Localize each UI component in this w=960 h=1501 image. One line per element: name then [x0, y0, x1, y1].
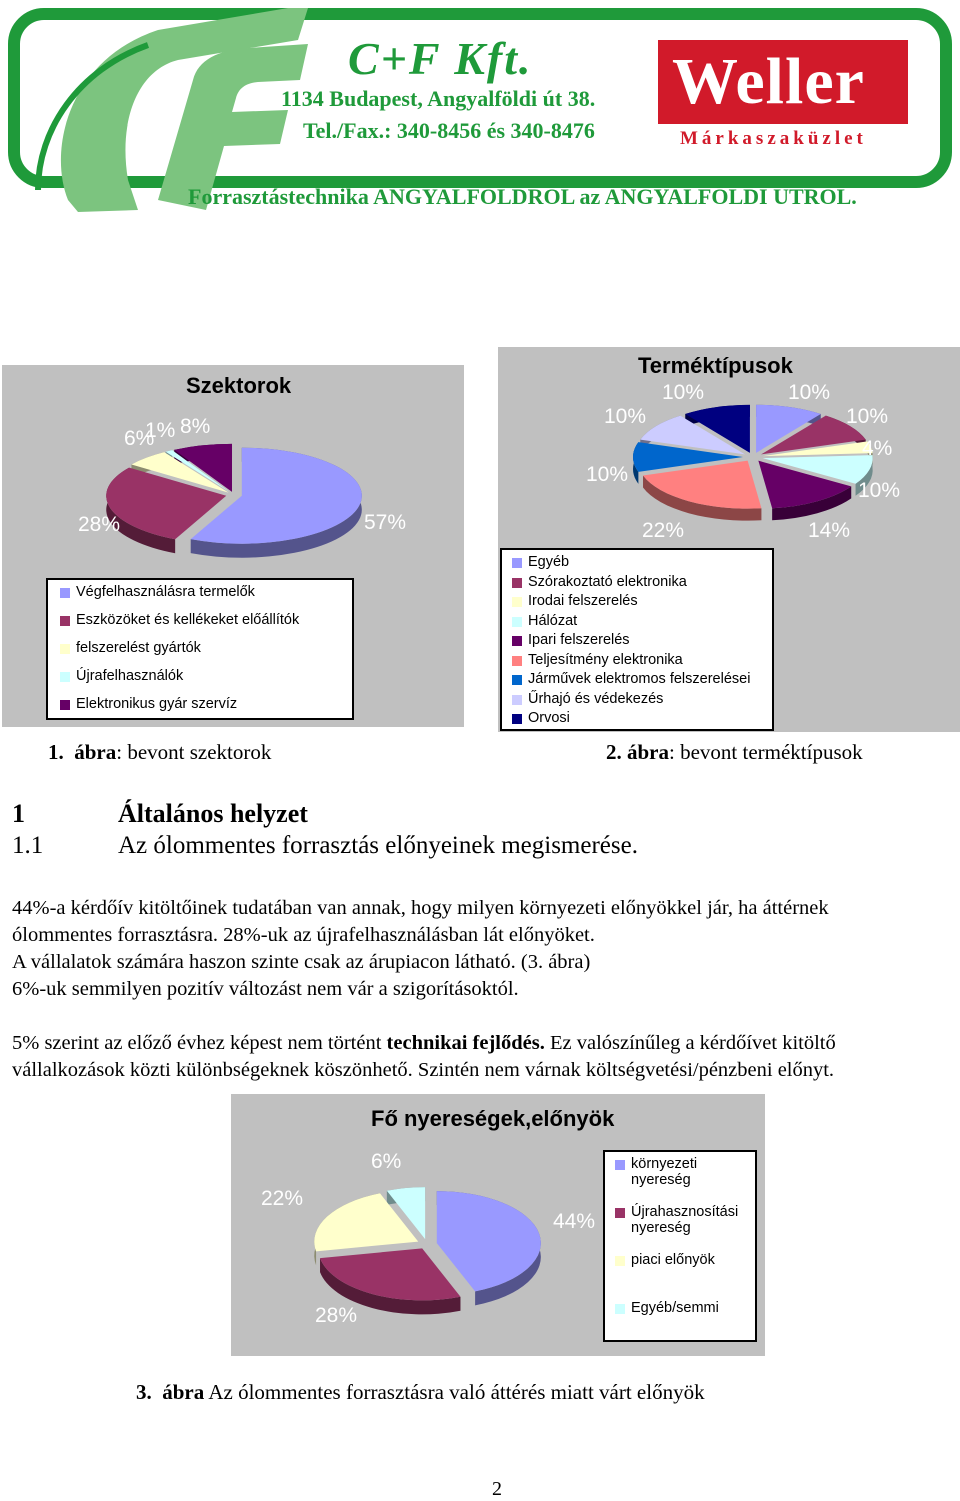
legend-swatch: [60, 700, 70, 710]
figure2-label: 22%: [642, 519, 685, 542]
legend-item: [615, 1300, 747, 1340]
legend-swatch: [60, 644, 70, 654]
figure1-label-8: 8%: [180, 415, 211, 438]
legend-swatch: [512, 597, 522, 607]
caption-bold: ábra: [162, 1380, 205, 1404]
legend-label: Ipari felszerelés: [528, 632, 630, 648]
legend-label: Egyéb/semmi: [631, 1300, 719, 1316]
figure1-label-1: 1%: [145, 419, 176, 442]
figure3-caption: [136, 1380, 705, 1405]
legend-item: [512, 652, 772, 672]
figure1-legend: [46, 578, 354, 720]
caption-number: 2.: [606, 740, 622, 764]
legend-item: [615, 1252, 747, 1300]
figure2-title: Terméktípusok: [638, 353, 793, 378]
figure2-label: 10%: [788, 381, 831, 404]
legend-item: [512, 691, 772, 711]
figure1-label-6: 6%: [124, 427, 155, 450]
figure1-caption: [48, 740, 271, 765]
legend-item: [512, 710, 772, 730]
paragraph-2: [12, 1030, 836, 1084]
legend-swatch: [615, 1208, 625, 1218]
figure2-label: 10%: [662, 381, 705, 404]
legend-label: Járművek elektromos felszerelései: [528, 671, 751, 687]
legend-item: [512, 671, 772, 691]
legend-swatch: [512, 714, 522, 724]
legend-label: Elektronikus gyár szervíz: [76, 696, 238, 712]
figure2-legend: [500, 548, 774, 731]
figure3-pie: [231, 1094, 601, 1356]
legend-swatch: [512, 656, 522, 666]
legend-label: Teljesítmény elektronika: [528, 651, 683, 668]
caption-text: : bevont szektorok: [116, 740, 272, 764]
caption-number: 3.: [136, 1380, 152, 1404]
legend-swatch: [615, 1304, 625, 1314]
legend-label: piaci előnyök: [631, 1252, 715, 1268]
subsection-number: 1.1: [12, 832, 44, 859]
legend-label: Újrahasznosítási nyereség: [631, 1204, 739, 1236]
legend-swatch: [512, 558, 522, 568]
legend-item: [60, 668, 352, 696]
paragraph-line: ólommentes forrasztásra. 28%-uk az újrafelhasználásban lát előnyöket.: [12, 924, 595, 946]
legend-swatch: [512, 695, 522, 705]
tagline: Forrasztástechnika ANGYALFÖLDRŐL az ANGYALFÖLDI ÚTRÓL.: [188, 184, 857, 209]
figure2-label: 10%: [846, 405, 889, 428]
legend-label: Egyéb: [528, 554, 570, 570]
legend-item: [512, 574, 772, 594]
section-number: 1: [12, 799, 25, 828]
legend-item: [512, 593, 772, 613]
paragraph-line: A vállalatok számára haszon szinte csak az árupiacon látható. (3. ábra): [12, 951, 591, 973]
section-title: Általános helyzet: [118, 799, 308, 828]
figure1-panel: [2, 365, 464, 727]
figure2-panel: [498, 347, 960, 732]
figure1-label-28: 28%: [78, 513, 121, 536]
legend-swatch: [615, 1160, 625, 1170]
figure1-title: Szektorok: [186, 373, 292, 398]
legend-label: környezeti nyereség: [631, 1156, 698, 1188]
caption-number: 1.: [48, 740, 64, 764]
caption-bold: ábra: [74, 740, 117, 764]
paragraph-line: 44%-a kérdőív kitöltőinek tudatában van annak, hogy milyen környezeti előnyökkel jár, ha áttérnek: [12, 897, 829, 919]
legend-item: [615, 1156, 747, 1204]
legend-item: [60, 612, 352, 640]
legend-label: Irodai felszerelés: [528, 593, 638, 609]
figure3-label: 22%: [261, 1187, 304, 1210]
figure3-legend: [603, 1150, 757, 1342]
legend-item: [512, 613, 772, 633]
caption-text: Az ólommentes forrasztásra való áttérés miatt várt előnyök: [204, 1380, 705, 1404]
company-name: C+F Kft.: [348, 33, 533, 84]
legend-label: Szórakoztató elektronika: [528, 573, 687, 590]
legend-label: Orvosi: [528, 710, 570, 726]
paragraph-line: 6%-uk semmilyen pozitív változást nem vár a szigorításoktól.: [12, 978, 519, 1000]
legend-item: [60, 640, 352, 668]
legend-swatch: [60, 672, 70, 682]
subsection-title: Az ólommentes forrasztás előnyeinek megismerése.: [118, 832, 638, 859]
legend-item: [60, 584, 352, 612]
figure2-label: 10%: [604, 405, 647, 428]
weller-logo: Weller: [672, 45, 865, 118]
company-address: 1134 Budapest, Angyalföldi út 38.: [281, 86, 596, 111]
legend-swatch: [512, 636, 522, 646]
figure2-caption: [606, 740, 863, 765]
legend-swatch: [512, 578, 522, 588]
legend-item: [60, 696, 352, 724]
legend-label: felszerelést gyártók: [76, 640, 201, 656]
figure3-label: 44%: [553, 1210, 596, 1233]
figure2-label: 10%: [858, 479, 901, 502]
legend-label: Eszközöket és kellékeket előállítók: [76, 612, 300, 628]
legend-swatch: [512, 675, 522, 685]
figure3-title: Fő nyereségek,előnyök: [371, 1106, 615, 1131]
text-span: 5% szerint az előző évhez képest nem történt: [12, 1032, 387, 1054]
legend-swatch: [512, 617, 522, 627]
legend-label: Újrafelhasználók: [76, 668, 184, 684]
figure2-label: 4%: [862, 437, 893, 460]
legend-swatch: [615, 1256, 625, 1266]
legend-label: Hálózat: [528, 612, 578, 629]
figure3-label: 6%: [371, 1150, 402, 1173]
legend-label: Végfelhasználásra termelők: [76, 584, 255, 600]
legend-item: [512, 632, 772, 652]
text-span: Ez valószínűleg a kérdőívet kitöltő: [544, 1032, 836, 1054]
bold-span: technikai fejlődés.: [386, 1032, 545, 1054]
paragraph-1: [12, 895, 829, 1003]
figure3-panel: [231, 1094, 765, 1356]
figure3-label: 28%: [315, 1304, 358, 1327]
legend-swatch: [60, 588, 70, 598]
legend-item: [615, 1204, 747, 1252]
company-phone: Tel./Fax.: 340-8456 és 340-8476: [303, 118, 595, 143]
figure2-label: 10%: [586, 463, 629, 486]
legend-item: [512, 554, 772, 574]
figure2-label: 14%: [808, 519, 851, 542]
page-number: 2: [492, 1478, 502, 1500]
legend-swatch: [60, 616, 70, 626]
figure1-pie: [2, 365, 464, 575]
paragraph-line: vállalkozások közti különbségeknek köszönhető. Szintén nem várnak költségvetési/pénzbeni előnyt.: [12, 1059, 835, 1081]
caption-bold: ábra: [627, 740, 669, 764]
weller-subtitle: Márkaszaküzlet: [680, 128, 867, 149]
paragraph-line: [12, 1030, 836, 1057]
figure1-label-57: 57%: [364, 511, 407, 534]
caption-text: : bevont terméktípusok: [669, 740, 863, 764]
legend-label: Űrhajó és védekezés: [528, 690, 664, 707]
letterhead: [8, 0, 952, 218]
